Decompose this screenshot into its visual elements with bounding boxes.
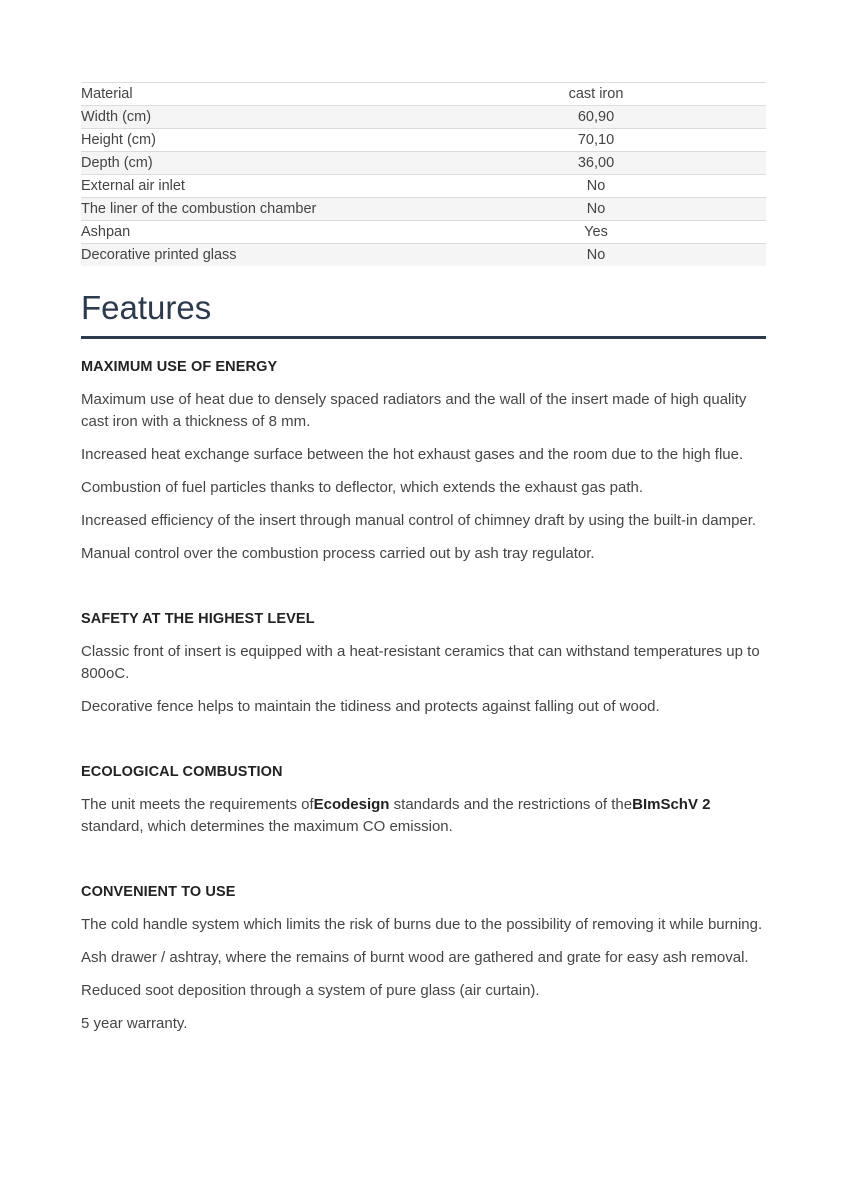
spec-value: 60,90 bbox=[577, 109, 615, 125]
text-run: The unit meets the requirements of bbox=[81, 796, 314, 813]
table-row bbox=[81, 83, 766, 106]
table-row bbox=[81, 244, 766, 267]
feature-paragraph: Increased efficiency of the insert through manual control of chimney draft by using the built-in damper. bbox=[81, 512, 757, 529]
table-row bbox=[81, 152, 766, 175]
feature-paragraph: 5 year warranty. bbox=[81, 1015, 188, 1032]
section-heading: ECOLOGICAL COMBUSTION bbox=[81, 764, 283, 780]
section-heading: MAXIMUM USE OF ENERGY bbox=[81, 359, 278, 375]
spec-label: Depth (cm) bbox=[81, 155, 153, 171]
spec-value: 70,10 bbox=[577, 132, 615, 148]
bold-text-bimschv: BImSchV 2 bbox=[632, 796, 711, 813]
section-heading: SAFETY AT THE HIGHEST LEVEL bbox=[81, 611, 315, 627]
section-heading: CONVENIENT TO USE bbox=[81, 884, 236, 900]
spec-label: External air inlet bbox=[81, 178, 185, 194]
feature-paragraph: Decorative fence helps to maintain the tidiness and protects against falling out of wood. bbox=[81, 698, 660, 715]
product-page bbox=[81, 82, 766, 1046]
feature-paragraph: The cold handle system which limits the risk of burns due to the possibility of removing it while burning. bbox=[81, 916, 763, 933]
feature-section-energy bbox=[81, 357, 766, 565]
table-row bbox=[81, 106, 766, 129]
table-row bbox=[81, 198, 766, 221]
spec-value: No bbox=[586, 247, 606, 263]
text-run: standard, which determines the maximum CO emission. bbox=[81, 818, 453, 835]
bold-text-ecodesign: Ecodesign bbox=[313, 796, 390, 813]
text-run: standards and the restrictions of the bbox=[389, 796, 633, 813]
spec-label: Height (cm) bbox=[81, 132, 156, 148]
spec-label: Width (cm) bbox=[81, 109, 152, 125]
feature-paragraph: Increased heat exchange surface between the hot exhaust gases and the room due to the high flue. bbox=[81, 446, 744, 463]
feature-section-convenience bbox=[81, 882, 766, 1035]
feature-paragraph: Combustion of fuel particles thanks to deflector, which extends the exhaust gas path. bbox=[81, 479, 643, 496]
feature-paragraph: Maximum use of heat due to densely spaced radiators and the wall of the insert made of high quality cast iron with a thickness of 8 mm. bbox=[81, 391, 747, 430]
spec-label: The liner of the combustion chamber bbox=[81, 201, 317, 217]
table-row bbox=[81, 221, 766, 244]
spec-value: cast iron bbox=[568, 86, 624, 102]
spec-table bbox=[81, 82, 766, 266]
spec-label: Ashpan bbox=[81, 224, 131, 240]
feature-section-ecology bbox=[81, 762, 766, 838]
spec-value: 36,00 bbox=[577, 155, 615, 171]
spec-label: Decorative printed glass bbox=[81, 247, 237, 263]
feature-section-safety bbox=[81, 609, 766, 718]
spec-value: Yes bbox=[584, 224, 608, 240]
table-row bbox=[81, 129, 766, 152]
feature-paragraph bbox=[81, 794, 766, 838]
table-row bbox=[81, 175, 766, 198]
spec-value: No bbox=[586, 201, 606, 217]
feature-paragraph: Classic front of insert is equipped with a heat-resistant ceramics that can withstand temperatures up to 800oC. bbox=[81, 643, 760, 682]
feature-paragraph: Ash drawer / ashtray, where the remains of burnt wood are gathered and grate for easy ash removal. bbox=[81, 949, 749, 966]
features-title: Features bbox=[81, 288, 766, 339]
feature-paragraph: Manual control over the combustion process carried out by ash tray regulator. bbox=[81, 545, 595, 562]
feature-paragraph: Reduced soot deposition through a system of pure glass (air curtain). bbox=[81, 982, 540, 999]
spec-label: Material bbox=[81, 86, 133, 102]
spec-value: No bbox=[586, 178, 606, 194]
